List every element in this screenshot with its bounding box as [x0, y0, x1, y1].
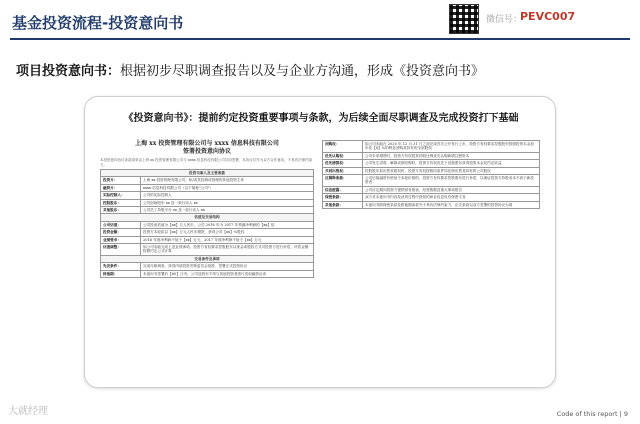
table-row [323, 152, 540, 159]
term-key: 共同出售权： [323, 167, 363, 174]
panel-heading: 《投资意向书》：提前约定投资重要事项与条款，为后续全面尽职调查及完成投资打下基础 [123, 113, 519, 124]
term-sheet-left-column [100, 140, 314, 384]
term-key: 其他条款： [323, 201, 363, 208]
term-key: 控股股东： [101, 199, 141, 206]
term-key: 公司估值： [101, 221, 141, 228]
term-value: 公司员工持股平台 xx 及一致行动人 xx [141, 207, 314, 214]
subtitle [16, 60, 484, 79]
section-header: 交易条件及承诺 [101, 255, 314, 262]
term-sheet-right-column [322, 140, 540, 384]
table-row [101, 263, 314, 270]
subtitle-lead: 项目投资意向书： [16, 64, 121, 79]
term-value: xxxx 信息科技有限公司（以下简称"公司"） [141, 184, 314, 191]
term-value: 如公司未能在 2020 年 12 月 31 日之前完成首次公开发行上市，投资方有权要求控股股东按照投资本金加年化【8】%的利息回购其持有的全部股权 [363, 141, 540, 153]
term-value: 完成尽职调查、获得内部投资决策委员会批准、签署正式投资协议 [141, 263, 314, 270]
document-title-line-2: 签署投资意向协议 [182, 148, 231, 155]
section-header: 估值及交易结构 [101, 214, 314, 221]
qr-code-icon [449, 4, 479, 34]
term-key: 实际控制人： [101, 192, 141, 199]
table-row [323, 141, 540, 153]
wechat-id: PEVC007 [520, 10, 576, 23]
page-footer: Code of this report | 9 [556, 410, 628, 418]
table-row [323, 194, 540, 201]
table-row [101, 236, 314, 243]
term-key: 信息披露： [323, 186, 363, 193]
term-value: 公司创始股东 xx 及一致行动人 xx [141, 199, 314, 206]
table-row [323, 201, 540, 208]
table-row [323, 167, 540, 174]
term-value: 投资方本轮拟以【xx】万元人民币增资，获得公司【xx】%股权 [141, 229, 314, 236]
subtitle-text: 根据初步尽职调查报告以及与企业方沟通，形成《投资意向书》 [120, 64, 485, 79]
term-value: 如公司未能完成上述业绩承诺，投资方有权要求控股股东以现金或股权方式对投资方进行补偿，补偿金额按照约定公式计算 [141, 244, 314, 256]
term-value: 公司未来增资时，投资方有权按其持股比例优先认购新增注册资本 [363, 152, 540, 159]
term-value: 公司应定期向投资方提供财务报表、经营数据及重大事项报告 [363, 186, 540, 193]
watermark-logo: 大就经理 [8, 406, 48, 417]
term-value: 公司的实际控制人 [141, 192, 314, 199]
term-value: 控股股东拟出售其股权时，投资方有权按相同条件同比例出售其持有的公司股权 [363, 167, 540, 174]
term-key: 优先清算权： [323, 160, 363, 167]
term-value: 公司发生清算、解散或被收购时，投资方有权优先于其他股东获得投资本金及约定收益 [363, 160, 540, 167]
term-key: 保密条款： [323, 194, 363, 201]
slide-title: 基金投资流程-投资意向书 [12, 14, 184, 32]
table-row [101, 221, 314, 228]
term-value: 公司后续融资价格低于本轮价格的，投资方有权要求控股股东进行补偿，以保证投资方持股成本不高于新投资者 [363, 175, 540, 187]
table-row [101, 192, 314, 199]
table-row [101, 170, 314, 177]
term-key: 反稀释条款： [323, 175, 363, 187]
term-value: 上海 xx 投资管理有限公司，和/或其控制或管理的其他投资主体 [141, 177, 314, 184]
term-sheet-document [100, 140, 540, 384]
document-title-line-1: 上海 xx 投资管理有限公司与 xxxx 信息科技有限公司 [135, 140, 279, 147]
table-row [101, 229, 314, 236]
term-key: 排他期： [101, 270, 141, 277]
table-row [101, 270, 314, 277]
term-value: 公司投前估值为【xx】万人民币，公司 2016 年为 2017 年预测净利润的【xx】倍 [141, 221, 314, 228]
term-key: 优先认购权： [323, 152, 363, 159]
footer-label: Code of this report [556, 410, 618, 418]
table-row [323, 160, 540, 167]
term-key: 回购权： [323, 141, 363, 153]
page-number: 9 [623, 410, 628, 418]
term-key: 先决条件： [101, 263, 141, 270]
section-header: 投资当事人及主要条款 [101, 170, 314, 177]
table-row [101, 199, 314, 206]
table-row [101, 214, 314, 221]
term-key: 投资金额： [101, 229, 141, 236]
term-key: 融资方： [101, 184, 141, 191]
document-intro: 本投资意向协议条款清单由上海 xx 投资管理有限公司与 xxxx 信息科技有限公司共同签署，本协议仅作为双方合作意向，不具有法律约束力。 [100, 158, 313, 167]
table-row [101, 244, 314, 256]
table-row [323, 175, 540, 187]
term-key: 业绩要求： [101, 236, 141, 243]
wechat-label: 微信号： [486, 15, 523, 25]
term-value: 本意向书除保密条款及排他期条款外不具有法律约束力，正式条款以双方签署的投资协议为准 [363, 201, 540, 208]
term-value: 2016 年度净利润不低于【xx】万元，2017 年度净利润不低于【xx】万元 [141, 236, 314, 243]
table-row [323, 186, 540, 193]
term-key: 其他股东： [101, 207, 141, 214]
term-key: 估值调整： [101, 244, 141, 256]
term-value: 双方对本意向书内容及谈判过程中获知的商业信息负有保密义务 [363, 194, 540, 201]
table-row [101, 184, 314, 191]
term-key: 投资方： [101, 177, 141, 184]
table-row [101, 177, 314, 184]
right-terms-table [322, 140, 540, 209]
left-terms-table [100, 169, 314, 278]
title-divider [10, 38, 630, 40]
term-value: 本意向书签署后【60】日内，公司及股东不得与其他投资者进行类似融资洽谈 [141, 270, 314, 277]
table-row [101, 207, 314, 214]
table-row [101, 255, 314, 262]
